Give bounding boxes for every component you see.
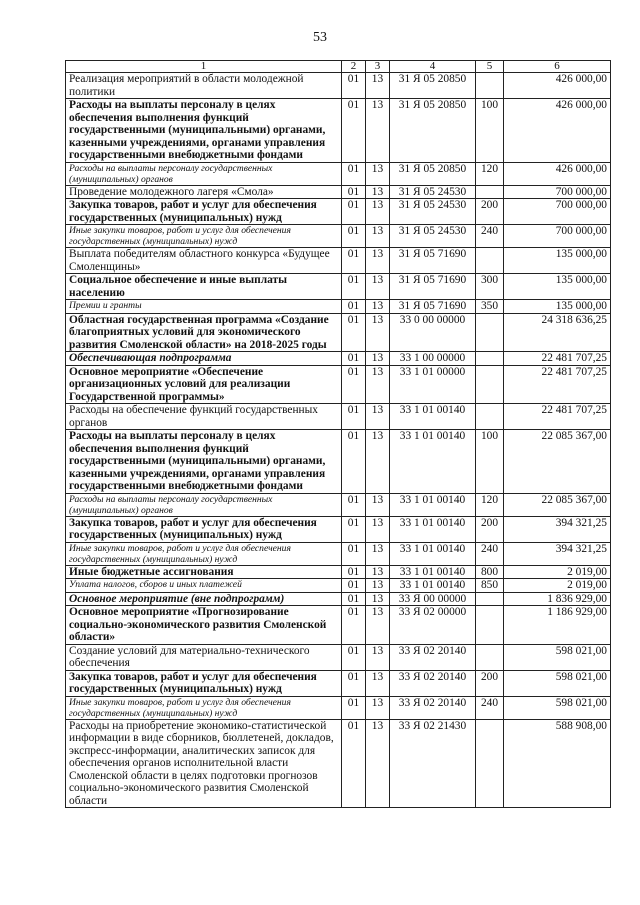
row-expense-type-cell: 100: [476, 430, 504, 494]
row-target-code-cell: 33 1 01 00140: [390, 565, 476, 579]
row-sum-cell: 2 019,00: [504, 565, 611, 579]
table-row: [66, 352, 611, 366]
row-col3-cell: 13: [366, 352, 390, 366]
row-sum-cell: 22 481 707,25: [504, 352, 611, 366]
table-row: [66, 199, 611, 225]
row-sum-cell: 22 481 707,25: [504, 404, 611, 430]
row-col2-cell: 01: [342, 248, 366, 274]
row-name-cell: Иные закупки товаров, работ и услуг для обеспечения государственных (муниципальных) нужд: [66, 696, 342, 719]
row-sum-cell: 394 321,25: [504, 516, 611, 542]
row-name-cell: Иные бюджетные ассигнования: [66, 565, 342, 579]
row-expense-type-cell: 800: [476, 565, 504, 579]
row-expense-type-cell: 200: [476, 516, 504, 542]
row-col3-cell: 13: [366, 274, 390, 300]
row-target-code-cell: 33 0 00 00000: [390, 313, 476, 352]
row-target-code-cell: 31 Я 05 24530: [390, 185, 476, 199]
row-col3-cell: 13: [366, 644, 390, 670]
row-name-cell: Основное мероприятие (вне подпрограмм): [66, 592, 342, 606]
header-col-2: 2: [342, 61, 366, 73]
row-sum-cell: 426 000,00: [504, 99, 611, 163]
row-target-code-cell: 33 Я 02 20140: [390, 670, 476, 696]
table-row: [66, 606, 611, 645]
row-col3-cell: 13: [366, 313, 390, 352]
row-sum-cell: 135 000,00: [504, 248, 611, 274]
row-sum-cell: 700 000,00: [504, 225, 611, 248]
row-col2-cell: 01: [342, 99, 366, 163]
row-col3-cell: 13: [366, 73, 390, 99]
row-col2-cell: 01: [342, 225, 366, 248]
row-col2-cell: 01: [342, 430, 366, 494]
table-row: [66, 493, 611, 516]
table-row: [66, 162, 611, 185]
row-sum-cell: 22 481 707,25: [504, 365, 611, 404]
table-row: [66, 225, 611, 248]
table-row: [66, 248, 611, 274]
row-expense-type-cell: [476, 719, 504, 808]
table-row: [66, 73, 611, 99]
row-sum-cell: 598 021,00: [504, 696, 611, 719]
row-col2-cell: 01: [342, 313, 366, 352]
table-body: [66, 73, 611, 808]
row-expense-type-cell: [476, 185, 504, 199]
row-name-cell: Расходы на приобретение экономико-статистической информации в виде сборников, бюллетеней, докладов, экспресс-информации, аналитических записок для обеспечения органов исполнительной власти Смоленской области в целях подготовки прогнозов социально-экономического развития Смоленской области: [66, 719, 342, 808]
row-col2-cell: 01: [342, 162, 366, 185]
row-col3-cell: 13: [366, 516, 390, 542]
row-expense-type-cell: [476, 644, 504, 670]
row-name-cell: Уплата налогов, сборов и иных платежей: [66, 579, 342, 593]
row-col3-cell: 13: [366, 493, 390, 516]
row-col2-cell: 01: [342, 404, 366, 430]
row-target-code-cell: 33 1 01 00000: [390, 365, 476, 404]
row-col2-cell: 01: [342, 352, 366, 366]
row-target-code-cell: 31 Я 05 71690: [390, 248, 476, 274]
table-row: [66, 516, 611, 542]
table-row: [66, 313, 611, 352]
row-col3-cell: 13: [366, 592, 390, 606]
row-expense-type-cell: [476, 606, 504, 645]
row-col2-cell: 01: [342, 542, 366, 565]
row-name-cell: Расходы на выплаты персоналу в целях обеспечения выполнения функций государственными (муниципальными) органами, казенными учреждениями, органами управления государственными внебюджетными фондами: [66, 99, 342, 163]
row-col3-cell: 13: [366, 606, 390, 645]
row-name-cell: Иные закупки товаров, работ и услуг для обеспечения государственных (муниципальных) нужд: [66, 225, 342, 248]
header-col-6: 6: [504, 61, 611, 73]
row-col2-cell: 01: [342, 365, 366, 404]
table-row: [66, 365, 611, 404]
row-expense-type-cell: 200: [476, 670, 504, 696]
header-row: [66, 61, 611, 73]
row-expense-type-cell: 240: [476, 542, 504, 565]
row-name-cell: Социальное обеспечение и иные выплаты населению: [66, 274, 342, 300]
row-expense-type-cell: 850: [476, 579, 504, 593]
row-target-code-cell: 33 1 01 00140: [390, 516, 476, 542]
row-expense-type-cell: 200: [476, 199, 504, 225]
row-col3-cell: 13: [366, 670, 390, 696]
row-name-cell: Закупка товаров, работ и услуг для обеспечения государственных (муниципальных) нужд: [66, 516, 342, 542]
row-expense-type-cell: 300: [476, 274, 504, 300]
row-col2-cell: 01: [342, 696, 366, 719]
row-target-code-cell: 31 Я 05 20850: [390, 99, 476, 163]
row-col2-cell: 01: [342, 670, 366, 696]
row-sum-cell: 700 000,00: [504, 185, 611, 199]
row-sum-cell: 135 000,00: [504, 274, 611, 300]
row-col3-cell: 13: [366, 696, 390, 719]
table-row: [66, 430, 611, 494]
row-sum-cell: 426 000,00: [504, 73, 611, 99]
row-expense-type-cell: 350: [476, 300, 504, 314]
row-expense-type-cell: 100: [476, 99, 504, 163]
row-sum-cell: 700 000,00: [504, 199, 611, 225]
row-name-cell: Реализация мероприятий в области молодежной политики: [66, 73, 342, 99]
row-target-code-cell: 33 1 01 00140: [390, 404, 476, 430]
row-name-cell: Основное мероприятие «Прогнозирование социально-экономического развития Смоленской области»: [66, 606, 342, 645]
row-col3-cell: 13: [366, 404, 390, 430]
row-name-cell: Расходы на выплаты персоналу государственных (муниципальных) органов: [66, 493, 342, 516]
row-name-cell: Премии и гранты: [66, 300, 342, 314]
row-col3-cell: 13: [366, 430, 390, 494]
row-name-cell: Расходы на выплаты персоналу государственных (муниципальных) органов: [66, 162, 342, 185]
row-col2-cell: 01: [342, 274, 366, 300]
row-target-code-cell: 33 Я 02 20140: [390, 644, 476, 670]
table-row: [66, 670, 611, 696]
row-expense-type-cell: [476, 248, 504, 274]
row-sum-cell: 2 019,00: [504, 579, 611, 593]
row-sum-cell: 22 085 367,00: [504, 430, 611, 494]
row-name-cell: Расходы на обеспечение функций государственных органов: [66, 404, 342, 430]
row-col2-cell: 01: [342, 592, 366, 606]
row-expense-type-cell: [476, 404, 504, 430]
table-row: [66, 99, 611, 163]
row-target-code-cell: 31 Я 05 71690: [390, 300, 476, 314]
header-col-4: 4: [390, 61, 476, 73]
row-sum-cell: 588 908,00: [504, 719, 611, 808]
row-col3-cell: 13: [366, 162, 390, 185]
row-sum-cell: 426 000,00: [504, 162, 611, 185]
row-col2-cell: 01: [342, 199, 366, 225]
row-col3-cell: 13: [366, 300, 390, 314]
row-col3-cell: 13: [366, 99, 390, 163]
table-row: [66, 185, 611, 199]
row-target-code-cell: 31 Я 05 20850: [390, 73, 476, 99]
row-col2-cell: 01: [342, 719, 366, 808]
row-col3-cell: 13: [366, 248, 390, 274]
table-row: [66, 696, 611, 719]
row-col2-cell: 01: [342, 516, 366, 542]
header-col-5: 5: [476, 61, 504, 73]
row-name-cell: Закупка товаров, работ и услуг для обеспечения государственных (муниципальных) нужд: [66, 670, 342, 696]
row-name-cell: Расходы на выплаты персоналу в целях обеспечения выполнения функций государственными (муниципальными) органами, казенными учреждениями, органами управления государственными внебюджетными фондами: [66, 430, 342, 494]
row-name-cell: Выплата победителям областного конкурса «Будущее Смоленщины»: [66, 248, 342, 274]
row-col2-cell: 01: [342, 606, 366, 645]
header-col-3: 3: [366, 61, 390, 73]
row-col2-cell: 01: [342, 579, 366, 593]
table-row: [66, 542, 611, 565]
row-sum-cell: 394 321,25: [504, 542, 611, 565]
row-target-code-cell: 31 Я 05 24530: [390, 225, 476, 248]
row-target-code-cell: 33 Я 02 21430: [390, 719, 476, 808]
row-col3-cell: 13: [366, 199, 390, 225]
row-sum-cell: 1 836 929,00: [504, 592, 611, 606]
table-row: [66, 592, 611, 606]
row-expense-type-cell: [476, 73, 504, 99]
row-sum-cell: 598 021,00: [504, 670, 611, 696]
row-target-code-cell: 33 1 00 00000: [390, 352, 476, 366]
row-target-code-cell: 33 1 01 00140: [390, 493, 476, 516]
row-name-cell: Закупка товаров, работ и услуг для обеспечения государственных (муниципальных) нужд: [66, 199, 342, 225]
row-sum-cell: 22 085 367,00: [504, 493, 611, 516]
row-target-code-cell: 31 Я 05 20850: [390, 162, 476, 185]
row-sum-cell: 135 000,00: [504, 300, 611, 314]
row-col2-cell: 01: [342, 185, 366, 199]
header-col-1: 1: [66, 61, 342, 73]
row-col3-cell: 13: [366, 365, 390, 404]
row-expense-type-cell: [476, 365, 504, 404]
table-row: [66, 300, 611, 314]
row-target-code-cell: 33 Я 02 20140: [390, 696, 476, 719]
row-name-cell: Иные закупки товаров, работ и услуг для обеспечения государственных (муниципальных) нужд: [66, 542, 342, 565]
row-sum-cell: 24 318 636,25: [504, 313, 611, 352]
row-target-code-cell: 31 Я 05 24530: [390, 199, 476, 225]
row-expense-type-cell: 240: [476, 696, 504, 719]
table-row: [66, 579, 611, 593]
row-expense-type-cell: 120: [476, 162, 504, 185]
row-target-code-cell: 33 1 01 00140: [390, 579, 476, 593]
page-number: 53: [313, 30, 327, 45]
row-col3-cell: 13: [366, 719, 390, 808]
table-row: [66, 404, 611, 430]
row-expense-type-cell: 240: [476, 225, 504, 248]
row-col3-cell: 13: [366, 579, 390, 593]
row-col2-cell: 01: [342, 644, 366, 670]
row-name-cell: Проведение молодежного лагеря «Смола»: [66, 185, 342, 199]
row-col3-cell: 13: [366, 565, 390, 579]
budget-table: [65, 60, 611, 808]
row-name-cell: Основное мероприятие «Обеспечение организационных условий для реализации Государственной программы»: [66, 365, 342, 404]
row-name-cell: Создание условий для материально-технического обеспечения: [66, 644, 342, 670]
row-name-cell: Областная государственная программа «Создание благоприятных условий для экономического развития Смоленской области» на 2018-2025 годы: [66, 313, 342, 352]
row-col3-cell: 13: [366, 185, 390, 199]
row-expense-type-cell: [476, 313, 504, 352]
row-col3-cell: 13: [366, 225, 390, 248]
row-sum-cell: 598 021,00: [504, 644, 611, 670]
row-col3-cell: 13: [366, 542, 390, 565]
row-col2-cell: 01: [342, 73, 366, 99]
row-sum-cell: 1 186 929,00: [504, 606, 611, 645]
row-col2-cell: 01: [342, 565, 366, 579]
table-row: [66, 644, 611, 670]
row-col2-cell: 01: [342, 493, 366, 516]
table-row: [66, 274, 611, 300]
row-target-code-cell: 33 Я 00 00000: [390, 592, 476, 606]
row-target-code-cell: 31 Я 05 71690: [390, 274, 476, 300]
row-expense-type-cell: [476, 352, 504, 366]
row-target-code-cell: 33 Я 02 00000: [390, 606, 476, 645]
row-expense-type-cell: 120: [476, 493, 504, 516]
row-col2-cell: 01: [342, 300, 366, 314]
row-target-code-cell: 33 1 01 00140: [390, 542, 476, 565]
row-expense-type-cell: [476, 592, 504, 606]
row-target-code-cell: 33 1 01 00140: [390, 430, 476, 494]
table-row: [66, 719, 611, 808]
table-row: [66, 565, 611, 579]
row-name-cell: Обеспечивающая подпрограмма: [66, 352, 342, 366]
